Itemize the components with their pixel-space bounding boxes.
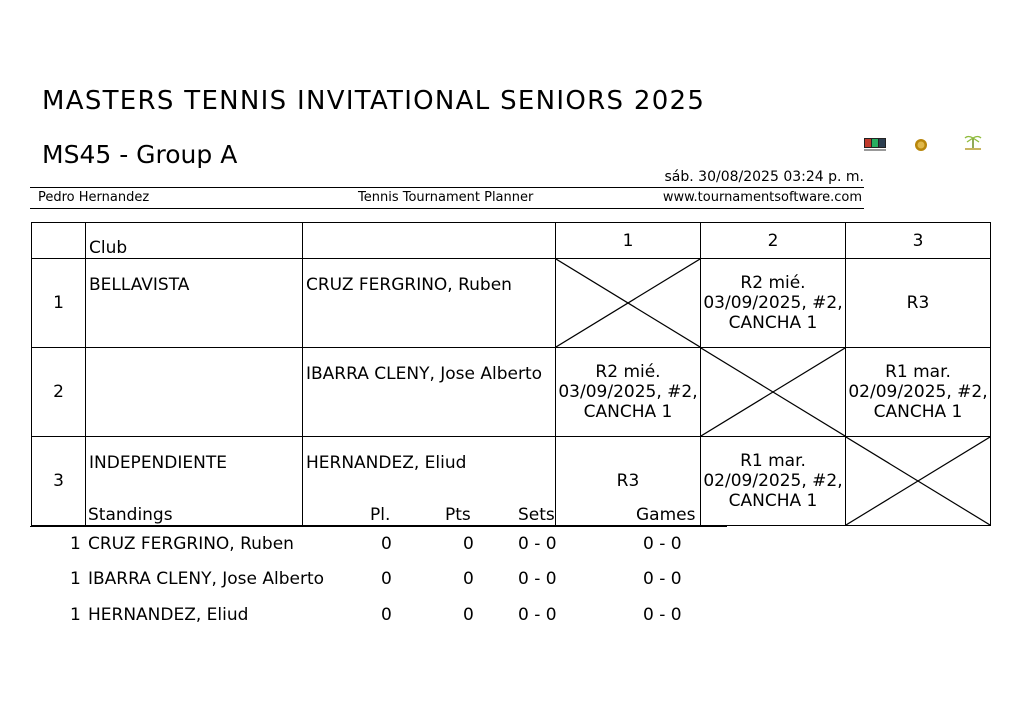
club-column-header: Club (86, 223, 303, 259)
sets-header: Sets (518, 505, 555, 525)
player-name[interactable]: IBARRA CLENY, Jose Alberto (303, 348, 556, 437)
column-header-1: 1 (556, 223, 701, 259)
header-rule-bottom (30, 208, 864, 209)
grid-row-1 (32, 259, 991, 348)
round-cell[interactable]: R3 (556, 437, 701, 526)
standing-player[interactable]: CRUZ FERGRINO, Ruben (88, 534, 294, 554)
standing-sets: 0 - 0 (518, 569, 557, 589)
match-round-day: R1 mar. (885, 362, 951, 382)
standing-rank: 1 (70, 605, 81, 625)
player-name[interactable]: CRUZ FERGRINO, Ruben (303, 259, 556, 348)
group-title: MS45 - Group A (42, 140, 238, 169)
row-number: 1 (32, 259, 86, 348)
standing-rank: 1 (70, 534, 81, 554)
header-rule-top (30, 187, 864, 188)
grid-corner-cell (32, 223, 86, 259)
match-date-court-no: 03/09/2025, #2, (703, 293, 843, 313)
grid-row-3 (32, 437, 991, 526)
match-cell[interactable] (556, 348, 701, 437)
palm-tree-logo (962, 134, 982, 148)
match-cell[interactable] (701, 259, 846, 348)
standing-rank: 1 (70, 569, 81, 589)
row-number: 2 (32, 348, 86, 437)
standing-player[interactable]: HERNANDEZ, Eliud (88, 605, 249, 625)
games-header: Games (636, 505, 696, 525)
standing-player[interactable]: IBARRA CLENY, Jose Alberto (88, 569, 325, 589)
match-court: CANCHA 1 (873, 402, 963, 422)
standing-sets: 0 - 0 (518, 534, 557, 554)
website-link[interactable]: www.tournamentsoftware.com (662, 190, 862, 205)
self-match-cross (701, 348, 846, 437)
standing-games: 0 - 0 (643, 569, 682, 589)
standing-games: 0 - 0 (643, 605, 682, 625)
standing-played: 0 (381, 534, 392, 554)
played-header: Pl. (370, 505, 391, 525)
grid-header-row (32, 223, 991, 259)
self-match-cross (846, 437, 991, 526)
match-cell[interactable] (701, 437, 846, 526)
standing-points: 0 (463, 605, 474, 625)
player-name[interactable]: HERNANDEZ, Eliud (303, 437, 556, 526)
player-column-header (303, 223, 556, 259)
match-date-court-no: 03/09/2025, #2, (558, 382, 698, 402)
grid-row-2 (32, 348, 991, 437)
round-cell[interactable]: R3 (846, 259, 991, 348)
match-court: CANCHA 1 (583, 402, 673, 422)
match-round-day: R1 mar. (740, 451, 806, 471)
match-date-court-no: 02/09/2025, #2, (848, 382, 988, 402)
column-header-2: 2 (701, 223, 846, 259)
points-header: Pts (445, 505, 471, 525)
match-cell[interactable] (846, 348, 991, 437)
match-round-day: R2 mié. (740, 273, 806, 293)
standing-sets: 0 - 0 (518, 605, 557, 625)
match-court: CANCHA 1 (728, 491, 818, 511)
match-date-court-no: 02/09/2025, #2, (703, 471, 843, 491)
print-datetime: sáb. 30/08/2025 03:24 p. m. (664, 169, 864, 185)
standing-played: 0 (381, 605, 392, 625)
author-name: Pedro Hernandez (38, 190, 150, 205)
club-name: BELLAVISTA (86, 259, 303, 348)
standings-title: Standings (88, 505, 173, 525)
club-name: INDEPENDIENTE (86, 437, 303, 526)
standing-points: 0 (463, 569, 474, 589)
app-name: Tennis Tournament Planner (358, 190, 534, 205)
self-match-cross (556, 259, 701, 348)
standing-played: 0 (381, 569, 392, 589)
column-header-3: 3 (846, 223, 991, 259)
standings-rule (30, 526, 727, 527)
match-round-day: R2 mié. (595, 362, 661, 382)
group-grid (31, 222, 991, 526)
flag-logo (864, 137, 884, 151)
standing-points: 0 (463, 534, 474, 554)
standing-games: 0 - 0 (643, 534, 682, 554)
row-number: 3 (32, 437, 86, 526)
page-title: MASTERS TENNIS INVITATIONAL SENIORS 2025 (42, 86, 706, 116)
medal-logo (914, 137, 934, 151)
match-court: CANCHA 1 (728, 313, 818, 333)
club-name (86, 348, 303, 437)
